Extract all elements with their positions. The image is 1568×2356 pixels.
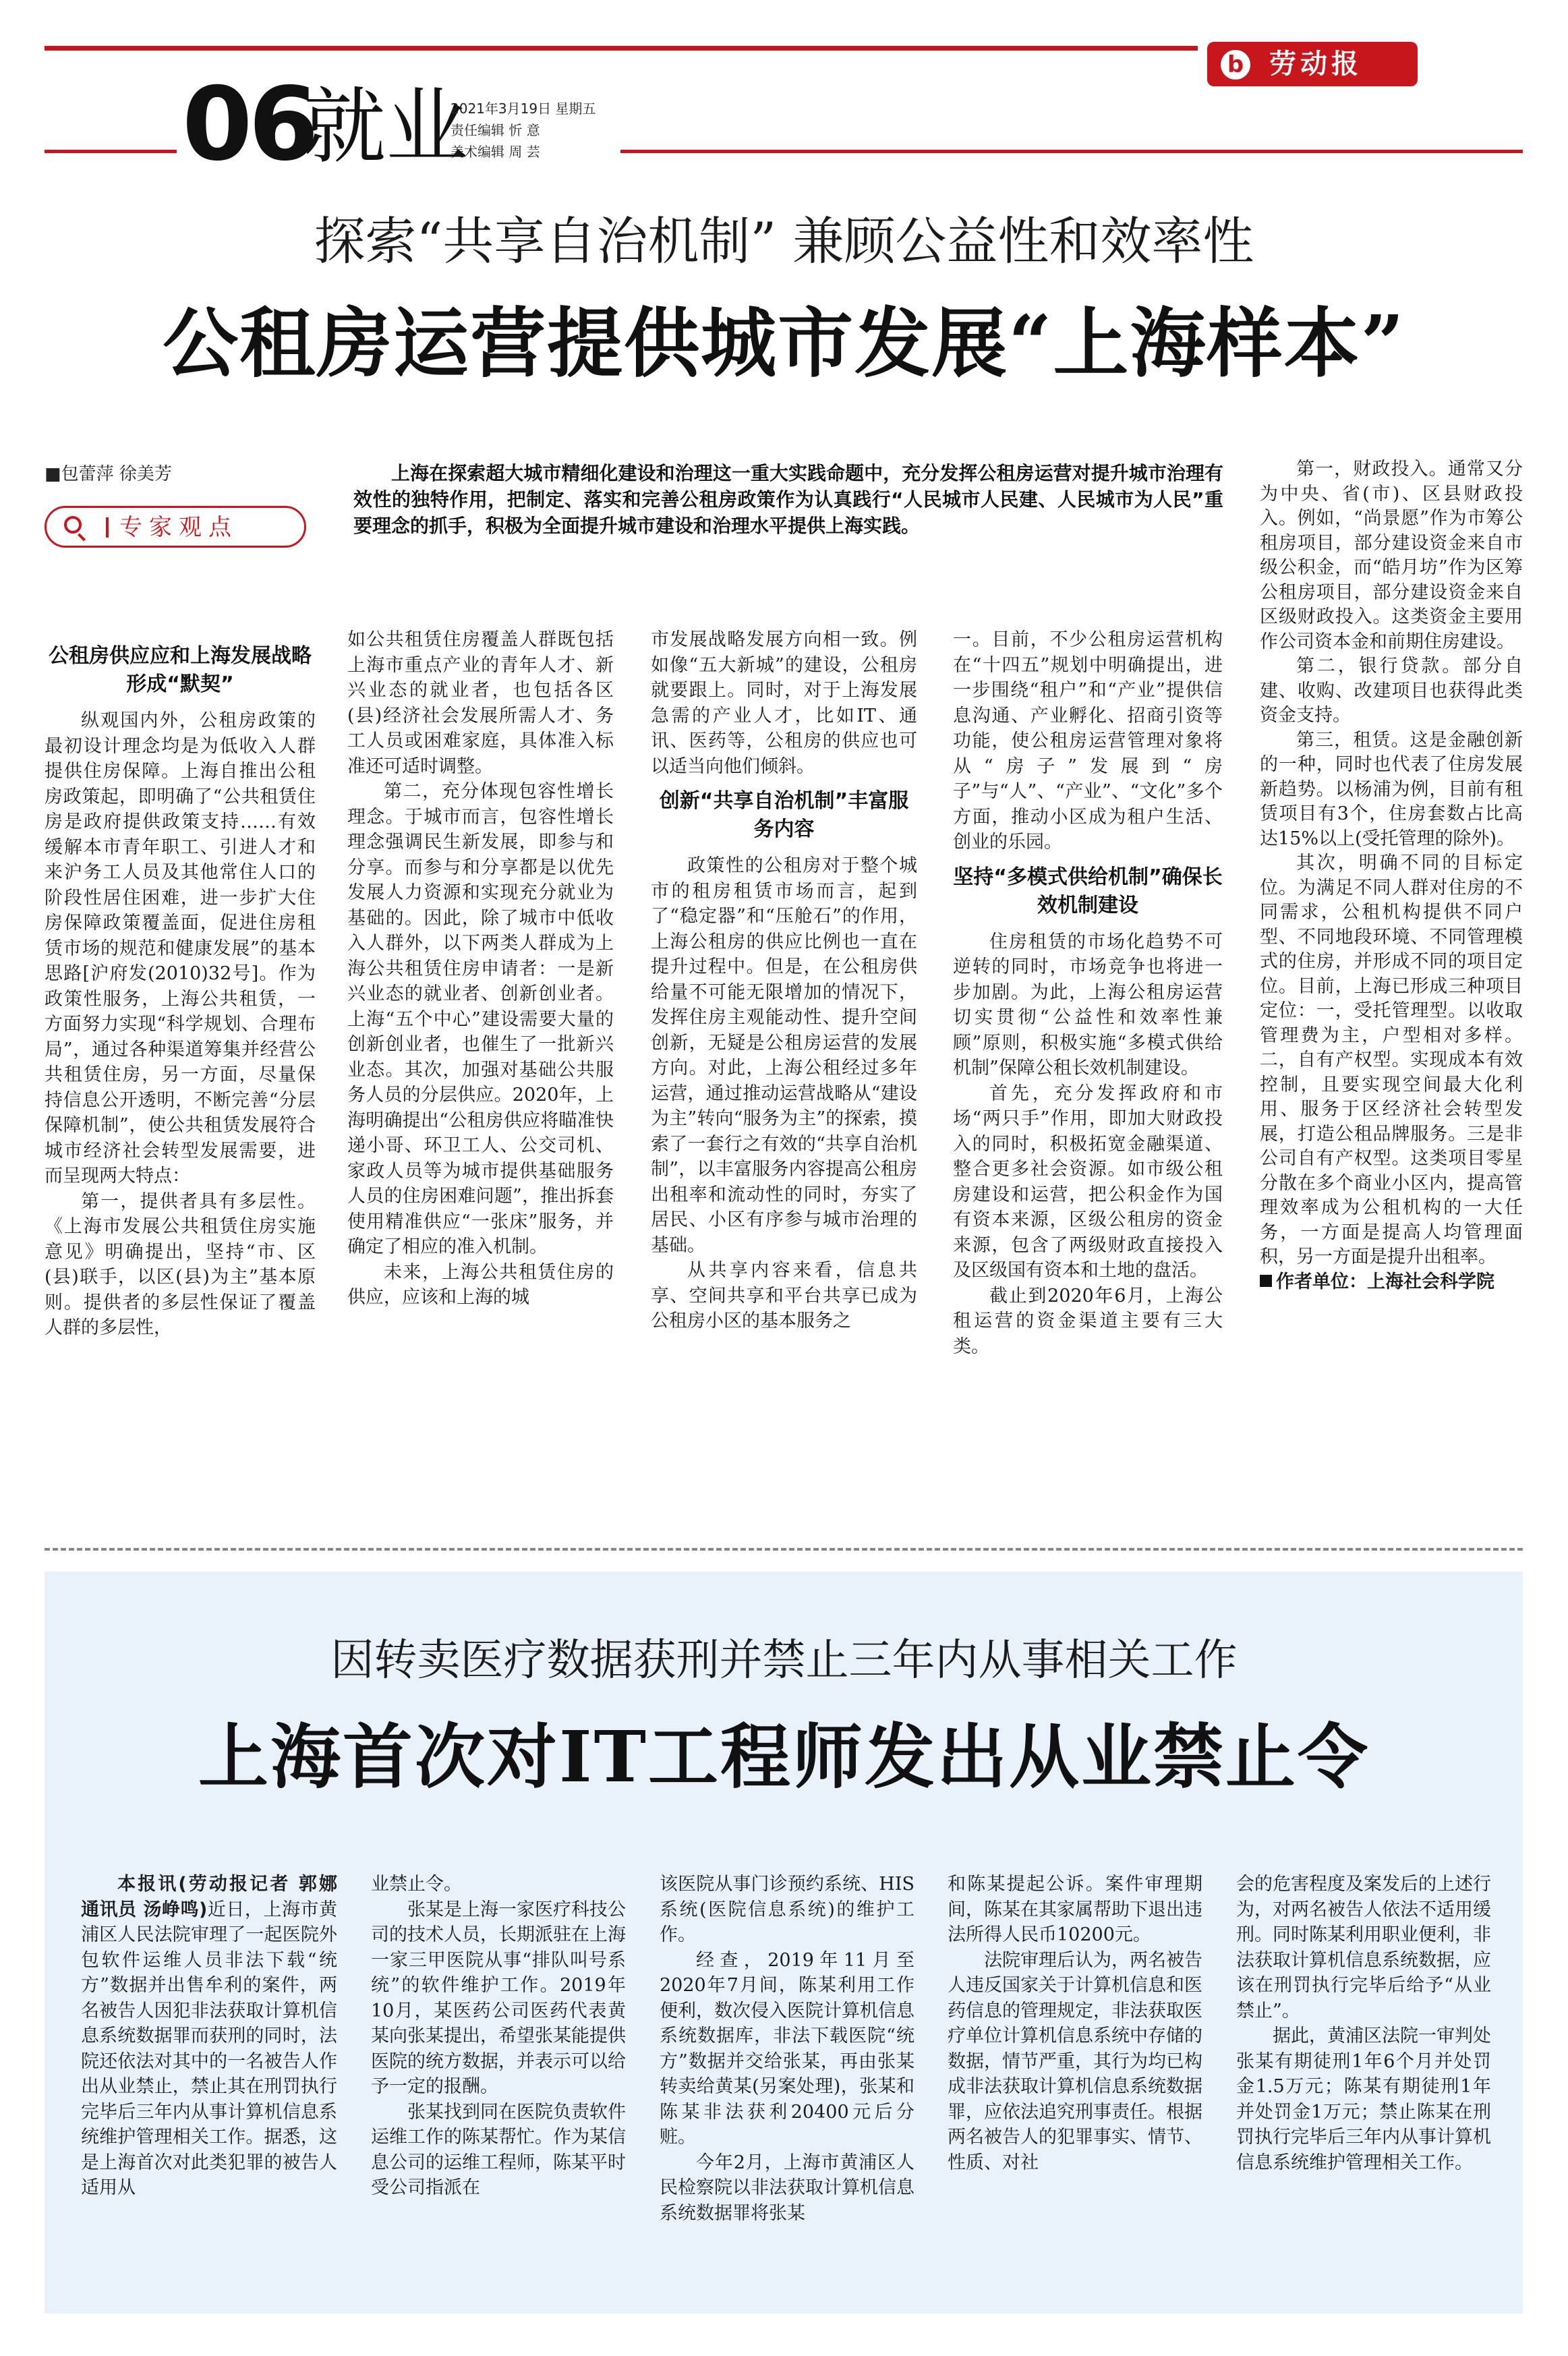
square-bullet-icon	[1260, 1275, 1272, 1287]
tag-divider	[106, 517, 109, 538]
col4-heading: 坚持“多模式供给机制”确保长效机制建设	[953, 865, 1223, 917]
paragraph: 如公共租赁住房覆盖人群既包括上海市重点产业的青年人才、新兴业态的就业者，也包括各区(县)经济社会发展所需人才、务工人员或困难家庭，具体准入标准还可适时调整。	[347, 629, 614, 777]
paragraph: 第三，租赁。这是金融创新的一种，同时也代表了住房发展新趋势。以杨浦为例，目前有租赁项目有3个，住房套数占比高达15%以上(受托管理的除外)。	[1260, 729, 1523, 849]
paragraph: 据此，黄浦区法院一审判处张某有期徒刑1年6个月并处罚金1.5万元；陈某有期徒刑1年并处罚金1万元；禁止陈某在刑罚执行完毕后三年内从事计算机信息系统维护管理相关工作。	[1236, 2025, 1491, 2173]
editor-line: 责任编辑 忻 意	[451, 122, 540, 138]
col1-heading: 公租房供应应和上海发展战略形成“默契”	[49, 644, 312, 696]
paragraph: 业禁止令。	[371, 1874, 462, 1895]
article-separator	[45, 1548, 1523, 1551]
paragraph: 今年2月，上海市黄浦区人民检察院以非法获取计算机信息系统数据罪将张某	[660, 2152, 914, 2224]
paragraph: 第一，提供者具有多层性。《上海市发展公共租赁住房实施意见》明确提出，坚持“市、区(县)联手，以区(县)为主”基本原则。提供者的多层性保证了覆盖人群的多层性，	[45, 1190, 316, 1338]
art-editor-line: 美术编辑 周 芸	[451, 144, 540, 160]
paragraph: 法院审理后认为，两名被告人违反国家关于计算机信息和医药信息的管理规定，非法获取医疗单位计算机信息系统中存储的数据，情节严重，其行为均已构成非法获取计算机信息系统数据罪，应依法追究刑事责任。根据两名被告人的犯罪事实、情节、性质、对社	[948, 1949, 1202, 2173]
paragraph: 其次，明确不同的目标定位。为满足不同人群对住房的不同需求，公租机构提供不同户型、不同地段环境、不同管理模式的住房，并形成不同的项目定位。目前，上海已形成三种项目定位：一，受托管理型。以收取管理费为主，户型相对多样。二，自有产权型。实现成本有效控制，且要实现空间最大化利用、服务于区经济社会转型发展，打造公租品牌服务。三是非公司自有产权型。这类项目零星分散在多个商业小区内，提高管理效率成为公租机构的一大任务，一方面是提高人均管理面积，另一方面是提升出租率。	[1260, 853, 1523, 1267]
credit-text: 作者单位：上海社会科学院	[1276, 1271, 1494, 1292]
paragraph: 和陈某提起公诉。案件审理期间，陈某在其家属帮助下退出违法所得人民币10200元。	[948, 1874, 1202, 1945]
header-left-rule	[45, 150, 177, 153]
paper-logo	[1207, 42, 1418, 86]
paragraph: 政策性的公租房对于整个城市的租房租赁市场而言，起到了“稳定器”和“压舱石”的作用，上海公租房的供应比例也一直在提升过程中。但是，在公租房供给量不可能无限增加的情况下，发挥住房主观能动性、提升空间创新，无疑是公租房运营的发展方向。对此，上海公租经过多年运营，通过推动运营战略从“建设为主”转向“服务为主”的探索，摸索了一套行之有效的“共享自治机制”，以丰富服务内容提高公租房出租率和流动性的同时，夯实了居民、小区有序参与城市治理的基础。	[651, 855, 917, 1256]
article2-lead-text: 近日，上海市黄浦区人民法院审理了一起医院外包软件运维人员非法下载“统方”数据并出售牟利的案件，两名被告人因犯非法获取计算机信息系统数据罪而获刑的同时，法院还依法对其中的一名被告人作出从业禁止，禁止其在刑罚执行完毕后三年内从事计算机信息系统维护管理相关工作。据悉，这是上海首次对此类犯罪的被告人适用从	[81, 1899, 337, 2198]
paragraph: 该医院从事门诊预约系统、HIS系统(医院信息系统)的维护工作。	[660, 1874, 914, 1945]
article2-byline: 本报讯(劳动报记者 郭娜 通讯员 汤峥鸣)	[81, 1874, 337, 1920]
article1-byline: ■包蕾萍 徐美芳	[45, 464, 172, 484]
author-credit	[1260, 1270, 1523, 1295]
paragraph: 第一，财政投入。通常又分为中央、省(市)、区县财政投入。例如，“尚景愿”作为市筹公租房项目，部分建设资金来自市级公积金，而“皓月坊”作为区筹公租房项目，部分建设资金来自区级财政投入。这类资金主要用作公司资本金和前期住房建设。	[1260, 459, 1523, 652]
paragraph: 未来，上海公共租赁住房的供应，应该和上海的城	[347, 1261, 614, 1308]
article2-col3	[660, 1872, 914, 2226]
masthead-meta	[451, 98, 596, 163]
article1-headline: 公租房运营提供城市发展“上海样本”	[163, 299, 1405, 388]
page-number: 06	[182, 66, 315, 183]
paragraph	[81, 1872, 337, 2201]
paragraph: 张某是上海一家医疗科技公司的技术人员，长期派驻在上海一家三甲医院从事“排队叫号系统”的软件维护工作。2019年10月，某医药公司医药代表黄某向张某提出，希望张某能提供医院的统方数据，并表示可以给予一定的报酬。	[371, 1899, 627, 2097]
article2-col4	[948, 1872, 1202, 2175]
article1-col4	[953, 627, 1223, 1359]
article2-col1	[81, 1872, 337, 2201]
article1-col3	[651, 627, 917, 1334]
tag-label: 专家观点	[119, 514, 238, 541]
logo-mark-icon: b	[1221, 50, 1250, 80]
paragraph: 会的危害程度及案发后的上述行为，对两名被告人依法不适用缓刑。同时陈某利用职业便利，非法获取计算机信息系统数据，应该在刑罚执行完毕后给予“从业禁止”。	[1236, 1874, 1491, 2021]
col3-heading: 创新“共享自治机制”丰富服务内容	[659, 789, 909, 841]
section-title: 就业	[303, 79, 468, 175]
article2-kicker: 因转卖医疗数据获刑并禁止三年内从事相关工作	[330, 1636, 1238, 1686]
article2-col5	[1236, 1872, 1491, 2175]
magnifier-icon	[64, 516, 82, 534]
paper-logo-text: 劳动报	[1269, 49, 1362, 80]
article1-kicker: 探索“共享自治机制” 兼顾公益性和效率性	[314, 211, 1254, 271]
article1-col1	[45, 634, 316, 1341]
paragraph: 截止到2020年6月，上海公租运营的资金渠道主要有三大类。	[953, 1285, 1223, 1357]
paragraph: 张某找到同在医院负责软件运维工作的陈某帮忙。作为某信息公司的运维工程师，陈某平时受公司指派在	[371, 2101, 626, 2198]
header-right-rule	[620, 150, 1523, 153]
article1-col2	[347, 627, 614, 1311]
paragraph: 第二，充分体现包容性增长理念。于城市而言，包容性增长理念强调民生新发展，即参与和分享。而参与和分享都是以优先发展人力资源和实现充分就业为基础的。因此，除了城市中低收入人群外，以下两类人群成为上海公共租赁住房申请者：一是新兴业态的就业者、创新创业者。上海“五个中心”建设需要大量的创新创业者，也催生了一批新兴业态。其次，加强对基础公共服务人员的分层供应。2020年，上海明确提出“公租房供应将瞄准快递小哥、环卫工人、公交司机、家政人员等为城市提供基础服务人员的住房困难问题”，推出拆套使用精准供应“一张床”服务，并确定了相应的准入机制。	[347, 781, 614, 1257]
article1-lead: 上海在探索超大城市精细化建设和治理这一重大实践命题中，充分发挥公租房运营对提升城市治理有效性的独特作用，把制定、落实和完善公租房政策作为认真践行“人民城市人民建、人民城市为人民”重要理念的抓手，积极为全面提升城市建设和治理水平提供上海实践。	[353, 462, 1223, 537]
issue-date: 2021年3月19日 星期五	[451, 100, 596, 117]
paragraph: 从共享内容来看，信息共享、空间共享和平台共享已成为公租房小区的基本服务之	[651, 1260, 917, 1331]
paragraph: 一。目前，不少公租房运营机构在“十四五”规划中明确提出，进一步围绕“租户”和“产业”提供信息沟通、产业孵化、招商引资等功能，使公租房运营管理对象将从“房子”发展到“房子”与“人”、“产业”、“文化”多个方面，推动小区成为租户生活、创业的乐园。	[953, 629, 1223, 853]
top-red-rule	[45, 46, 1198, 51]
paragraph: 经查，2019年11月至2020年7月间，陈某利用工作便利，数次侵入医院计算机信息系统数据库，非法下载医院“统方”数据并交给张某，再由张某转卖给黄某(另案处理)，张某和陈某非法获利20400元后分赃。	[660, 1949, 914, 2148]
paragraph: 首先，充分发挥政府和市场“两只手”作用，即加大财政投入的同时，积极拓宽金融渠道、整合更多社会资源。如市级公租房建设和运营，把公积金作为国有资本来源，区级公租房的资金来源，包含了两级财政直接投入及区级国有资本和土地的盘活。	[953, 1083, 1223, 1281]
article2-headline: 上海首次对IT工程师发出从业禁止令	[198, 1715, 1370, 1798]
paragraph: 住房租赁的市场化趋势不可逆转的同时，市场竞争也将进一步加剧。为此，上海公租房运营切实贯彻“公益性和效率性兼顾”原则，积极实施“多模式供给机制”保障公租长效机制建设。	[953, 931, 1223, 1079]
paragraph: 纵观国内外，公租房政策的最初设计理念均是为低收入人群提供住房保障。上海自推出公租房政策起，即明确了“公共租赁住房是政府提供政策支持……有效缓解本市青年职工、引进人才和来沪务工人员及其他常住人口的阶段性居住困难，进一步扩大住房保障政策覆盖面，促进住房租赁市场的规范和健康发展”的基本思路[沪府发(2010)32号]。作为政策性服务，上海公共租赁，一方面努力实现“科学规划、合理布局”，通过各种渠道筹集并经营公共租赁住房，另一方面，尽量保持信息公开透明，不断完善“分层保障机制”，使公共租赁发展符合城市经济社会转型发展需要，进而呈现两大特点：	[45, 710, 316, 1186]
paragraph: 市发展战略发展方向相一致。例如像“五大新城”的建设，公租房就要跟上。同时，对于上海发展急需的产业人才，比如IT、通讯、医药等，公租房的供应也可以适当向他们倾斜。	[651, 629, 917, 777]
article1-col5	[1260, 457, 1523, 1294]
paragraph: 第二，银行贷款。部分自建、收购、改建项目也获得此类资金支持。	[1260, 656, 1523, 726]
expert-opinion-tag	[45, 506, 306, 548]
article2-col2	[371, 1872, 626, 2201]
